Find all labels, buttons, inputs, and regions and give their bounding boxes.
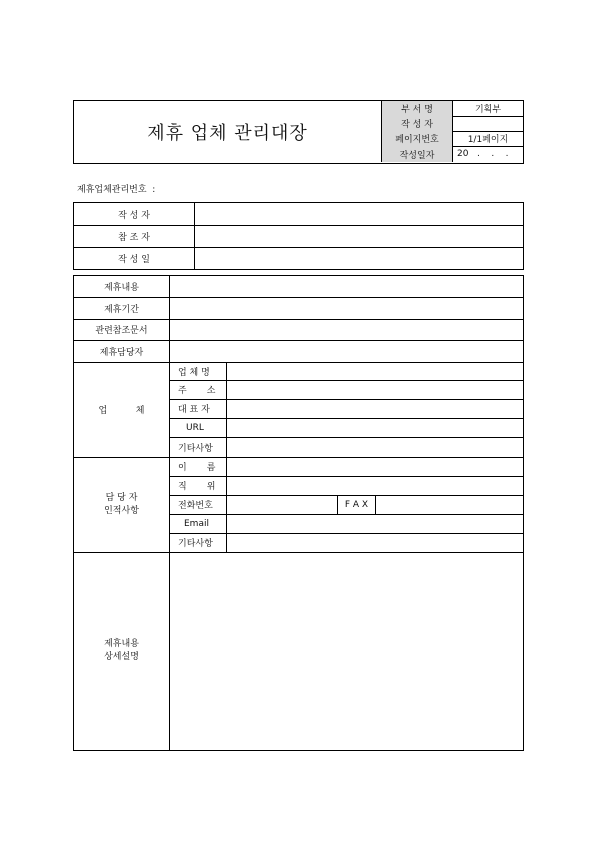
date-value[interactable]: 20 . . .	[457, 149, 509, 159]
page-number-value: 1/1페이지	[467, 135, 509, 145]
contact-position-value[interactable]	[227, 476, 523, 495]
partnership-period-label: 제휴기간	[104, 304, 139, 315]
details-label: 제휴내용 상세설명	[104, 639, 139, 662]
management-number-label: 제휴업체관리번호 :	[77, 185, 156, 195]
contact-name-label: 이 름	[178, 463, 216, 473]
company-address-value[interactable]	[227, 380, 523, 399]
author-section	[73, 202, 524, 270]
company-ceo-value[interactable]	[227, 399, 523, 418]
writer-label: 작 성 자	[382, 116, 452, 131]
contact-other-value[interactable]	[227, 533, 523, 552]
related-documents-value[interactable]	[170, 319, 523, 340]
company-ceo-label: 대 표 자	[178, 405, 210, 415]
reference-person-label: 참 조 자	[118, 232, 150, 243]
contact-email-label: Email	[184, 518, 209, 529]
written-date-value[interactable]	[195, 247, 523, 269]
reference-person-value[interactable]	[195, 225, 523, 247]
partnership-content-value[interactable]	[170, 276, 523, 297]
contact-phone-label: 전화번호	[178, 501, 213, 511]
contact-other-label: 기타사항	[178, 539, 213, 549]
date-label: 작성일자	[382, 146, 452, 162]
contact-name-value[interactable]	[227, 457, 523, 476]
contact-group-label: 담 당 자 인적사항	[104, 492, 139, 516]
document-title: 제휴 업체 관리대장	[147, 122, 308, 144]
department-value[interactable]: 기획부	[474, 105, 502, 115]
page-number-label: 페이지번호	[382, 131, 452, 146]
company-name-label: 업 체 명	[178, 367, 210, 378]
company-name-value[interactable]	[227, 362, 523, 380]
partnership-form	[73, 275, 524, 751]
partnership-manager-label: 제휴담당자	[99, 347, 144, 358]
partnership-content-label: 제휴내용	[104, 283, 139, 293]
department-label: 부 서 명	[382, 101, 452, 116]
author-label: 작 성 자	[118, 210, 150, 221]
company-other-value[interactable]	[227, 437, 523, 457]
company-url-value[interactable]	[227, 418, 523, 437]
contact-position-label: 직 위	[178, 482, 216, 492]
contact-email-value[interactable]	[227, 514, 523, 533]
company-address-label: 주 소	[178, 386, 216, 396]
writer-value[interactable]	[453, 116, 523, 131]
company-other-label: 기타사항	[178, 443, 213, 454]
partnership-period-value[interactable]	[170, 297, 523, 319]
written-date-label: 작 성 일	[118, 254, 150, 265]
related-documents-label: 관련참조문서	[95, 326, 148, 336]
contact-fax-value[interactable]	[376, 495, 523, 514]
details-value[interactable]	[170, 552, 523, 750]
company-group-label: 업 체	[98, 406, 145, 416]
author-value[interactable]	[195, 203, 523, 225]
document-header	[73, 100, 524, 164]
contact-phone-value[interactable]	[227, 495, 337, 514]
partnership-manager-value[interactable]	[170, 340, 523, 362]
contact-fax-label: F A X	[344, 499, 369, 510]
company-url-label: URL	[186, 422, 204, 433]
